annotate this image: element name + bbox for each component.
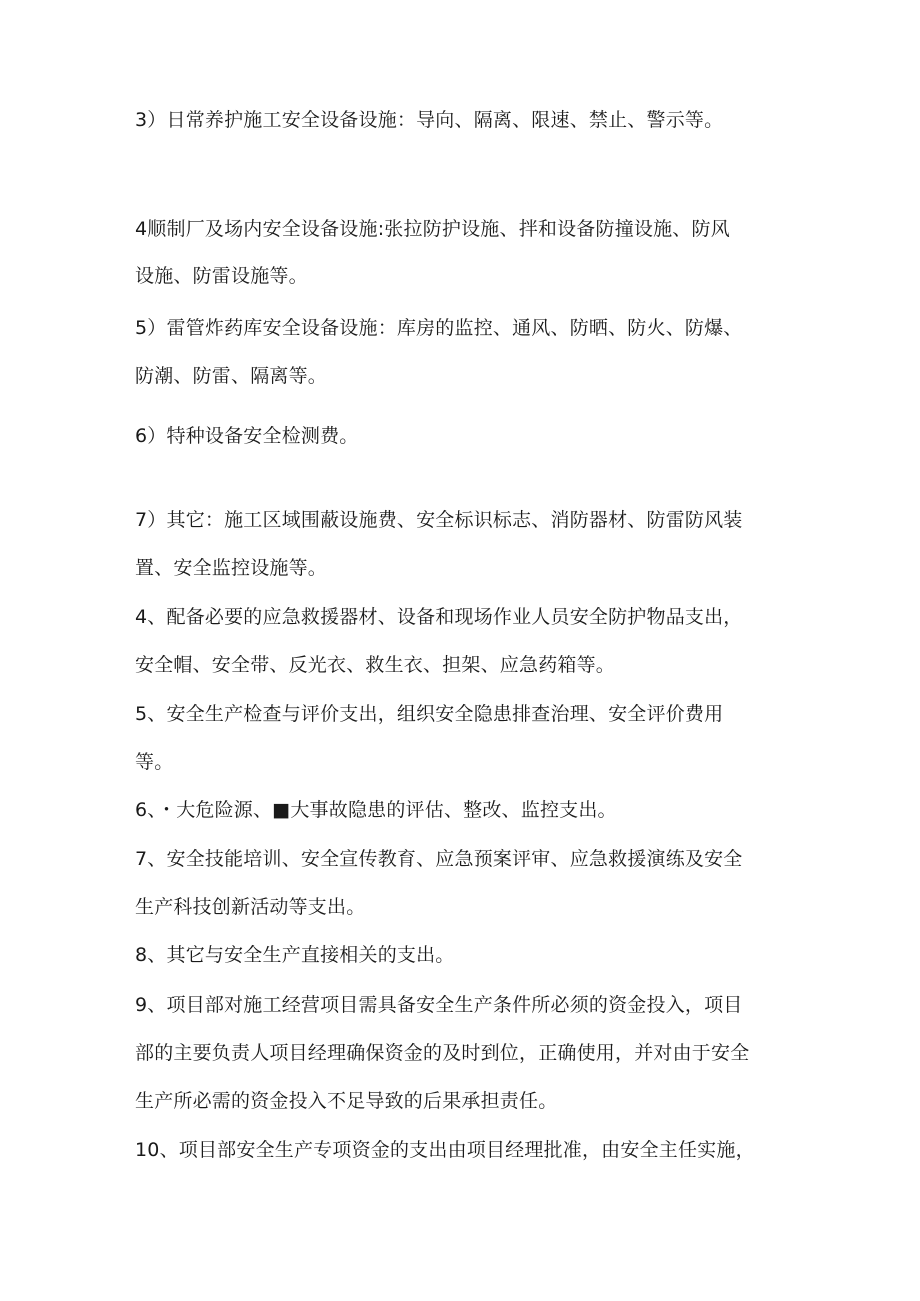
text-line-15: 生产科技创新活动等支出。 [135,896,366,918]
text-line-5: 防潮、防雷、隔离等。 [135,365,328,387]
text-line-17: 9、项目部对施工经营项目需具备安全生产条件所必须的资金投入，项目 [135,994,743,1016]
text-line-7: 7）其它：施工区域围蔽设施费、安全标识标志、消防器材、防雷防风装 [135,509,743,531]
text-line-14: 7、安全技能培训、安全宣传教育、应急预案评审、应急救援演练及安全 [135,848,743,870]
text-line-4: 5）雷管炸药库安全设备设施：库房的监控、通风、防晒、防火、防爆、 [135,317,743,339]
text-line-10: 安全帽、安全带、反光衣、救生衣、担架、应急药箱等。 [135,654,616,676]
text-line-13: 6、・大危险源、■大事故隐患的评估、整改、监控支出。 [135,799,617,821]
text-line-18: 部的主要负责人项目经理确保资金的及时到位，正确使用，并对由于安全 [135,1042,750,1064]
text-line-3: 设施、防雷设施等。 [135,265,308,287]
text-line-9: 4、配备必要的应急救援器材、设备和现场作业人员安全防护物品支出， [135,606,743,628]
text-line-20: 10、项目部安全生产专项资金的支出由项目经理批准，由安全主任实施， [135,1139,755,1161]
text-line-11: 5、安全生产检查与评价支出，组织安全隐患排查治理、安全评价费用 [135,703,724,725]
text-line-1: 3）日常养护施工安全设备设施：导向、隔离、限速、禁止、警示等。 [135,109,724,131]
text-line-2: 4顺制厂及场内安全设备设施:张拉防护设施、拌和设备防撞设施、防风 [135,218,730,240]
text-line-12: 等。 [135,751,174,773]
text-line-8: 置、安全监控设施等。 [135,557,328,579]
text-line-19: 生产所必需的资金投入不足导致的后果承担责任。 [135,1090,558,1112]
text-line-6: 6）特种设备安全检测费。 [135,425,359,447]
text-line-16: 8、其它与安全生产直接相关的支出。 [135,944,455,966]
